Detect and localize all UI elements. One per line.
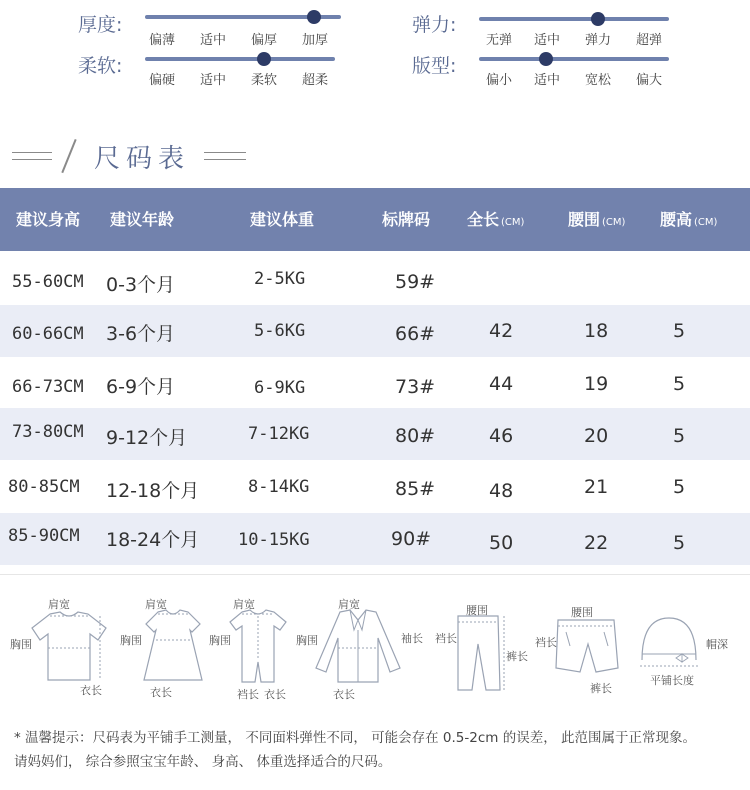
attribute-label: 弹力: [412, 14, 457, 36]
tick-label: 柔软 [250, 73, 278, 88]
label-length: 衣长 [333, 688, 355, 701]
header-age: 建议年龄 [110, 210, 175, 229]
cell-length: 48 [489, 480, 514, 502]
cell-length: 50 [489, 532, 514, 554]
cell-weight: 7-12KG [248, 424, 310, 444]
attribute-track [479, 17, 669, 21]
attribute-marker [591, 12, 605, 26]
label-rise: 裆长 [435, 632, 457, 645]
hat-icon [636, 614, 702, 670]
cell-age: 0-3个月 [106, 274, 176, 296]
title-decor-line [204, 152, 246, 160]
cell-tag: 85# [395, 478, 436, 500]
cell-waist: 22 [584, 532, 609, 554]
label-chest: 胸围 [120, 634, 142, 647]
attribute-track [145, 57, 335, 61]
cell-height: 73-80CM [12, 422, 84, 442]
tick-label: 偏小 [485, 73, 513, 88]
label-shoulder: 肩宽 [233, 598, 255, 611]
cell-tag: 90# [391, 528, 432, 550]
label-length: 衣长 [80, 684, 102, 697]
table-row [0, 256, 750, 308]
attribute-label: 厚度: [78, 14, 123, 36]
tick-label: 偏薄 [148, 33, 176, 48]
cell-weight: 2-5KG [254, 269, 306, 289]
tick-label: 无弹 [485, 33, 513, 48]
attribute-track [479, 57, 669, 61]
tick-label: 适中 [199, 33, 227, 48]
header-tag: 标牌码 [382, 210, 431, 229]
cell-tag: 66# [395, 323, 436, 345]
cell-waist: 18 [584, 320, 609, 342]
cell-age: 3-6个月 [106, 323, 176, 345]
page-title: 尺码表 [94, 144, 191, 174]
tick-label: 超柔 [301, 73, 329, 88]
label-depth: 帽深 [706, 638, 728, 651]
header-waist-label: 腰围 [568, 210, 601, 229]
attribute-ticks [479, 69, 669, 88]
attribute-ticks [145, 29, 341, 48]
cell-height: 55-60CM [12, 272, 84, 292]
label-chest: 胸围 [296, 634, 318, 647]
cell-rise: 5 [673, 320, 686, 342]
title-decor-slash [61, 139, 76, 173]
cell-rise: 5 [673, 425, 686, 447]
cell-rise: 5 [673, 476, 686, 498]
cell-tag: 59# [395, 271, 436, 293]
attribute-marker [257, 52, 271, 66]
cell-weight: 6-9KG [254, 378, 306, 398]
unit-label: (CM) [501, 217, 525, 228]
cell-tag: 80# [395, 425, 436, 447]
cell-tag: 73# [395, 376, 436, 398]
attribute-label: 版型: [412, 55, 457, 77]
cell-weight: 5-6KG [254, 321, 306, 341]
tick-label: 适中 [533, 33, 561, 48]
table-row [0, 408, 750, 460]
title-decor-line [12, 152, 52, 160]
cell-rise: 5 [673, 532, 686, 554]
tick-label: 弹力 [584, 33, 612, 48]
measurement-diagrams [0, 588, 750, 708]
attribute-ticks [145, 69, 335, 88]
label-waist: 腰围 [571, 606, 593, 619]
cell-age: 18-24个月 [106, 529, 200, 551]
cell-length: 46 [489, 425, 514, 447]
size-chart-heading [0, 130, 750, 182]
cell-height: 66-73CM [12, 377, 84, 397]
tick-label: 超弹 [635, 33, 663, 48]
tick-label: 适中 [199, 73, 227, 88]
tick-label: 适中 [533, 73, 561, 88]
cell-age: 9-12个月 [106, 427, 188, 449]
note-line-1: * 温馨提示：尺码表为平铺手工测量， 不同面料弹性不同， 可能会存在 0.5-2cm 的误差， 此范围属于正常现象。 [14, 730, 696, 746]
header-length-label: 全长 [467, 210, 500, 229]
cell-weight: 10-15KG [238, 530, 310, 550]
table-row [0, 305, 750, 357]
label-chest: 胸围 [10, 638, 32, 651]
tick-label: 偏硬 [148, 73, 176, 88]
tick-label: 偏大 [635, 73, 663, 88]
header-height: 建议身高 [16, 210, 81, 229]
header-waist [568, 188, 625, 251]
label-length: 衣长 [264, 688, 286, 701]
label-shoulder: 肩宽 [338, 598, 360, 611]
attribute-label: 柔软: [78, 55, 123, 77]
cell-waist: 20 [584, 425, 609, 447]
attribute-track [145, 15, 341, 19]
cell-age: 12-18个月 [106, 480, 200, 502]
table-row [0, 461, 750, 513]
label-shoulder: 肩宽 [48, 598, 70, 611]
attribute-marker [539, 52, 553, 66]
tick-label: 加厚 [301, 33, 329, 48]
table-header [0, 188, 750, 251]
header-length [467, 188, 524, 251]
cell-length: 44 [489, 373, 514, 395]
label-crotch: 裆长 [237, 688, 259, 701]
header-rise [660, 188, 717, 251]
label-waist: 腰围 [466, 604, 488, 617]
note-line-2: 请妈妈们， 综合参照宝宝年龄、 身高、 体重选择适合的尺码。 [14, 754, 392, 770]
label-chest: 胸围 [209, 634, 231, 647]
jacket-icon [310, 608, 406, 688]
header-rise-label: 腰高 [660, 210, 693, 229]
table-row [0, 513, 750, 565]
cell-height: 85-90CM [8, 526, 80, 546]
cell-weight: 8-14KG [248, 477, 310, 497]
shorts-icon [552, 616, 622, 680]
tshirt-icon [28, 608, 110, 686]
romper-icon [228, 608, 288, 688]
attribute-ticks [479, 29, 669, 48]
cell-age: 6-9个月 [106, 376, 176, 398]
cell-height: 60-66CM [12, 324, 84, 344]
table-row [0, 358, 750, 410]
tick-label: 宽松 [584, 73, 612, 88]
attribute-marker [307, 10, 321, 24]
label-length: 裤长 [506, 650, 528, 663]
dress-icon [140, 608, 206, 686]
cell-height: 80-85CM [8, 477, 80, 497]
label-shoulder: 肩宽 [145, 598, 167, 611]
unit-label: (CM) [602, 217, 626, 228]
cell-rise: 5 [673, 373, 686, 395]
label-length: 衣长 [150, 686, 172, 699]
header-weight: 建议体重 [250, 210, 315, 229]
label-length: 裤长 [590, 682, 612, 695]
cell-length: 42 [489, 320, 514, 342]
cell-waist: 19 [584, 373, 609, 395]
section-divider [0, 574, 750, 575]
label-rise: 裆长 [535, 636, 557, 649]
label-flat-length: 平铺长度 [650, 674, 694, 687]
cell-waist: 21 [584, 476, 609, 498]
pants-icon [452, 614, 508, 694]
unit-label: (CM) [694, 217, 718, 228]
tick-label: 偏厚 [250, 33, 278, 48]
label-sleeve: 袖长 [401, 632, 423, 645]
